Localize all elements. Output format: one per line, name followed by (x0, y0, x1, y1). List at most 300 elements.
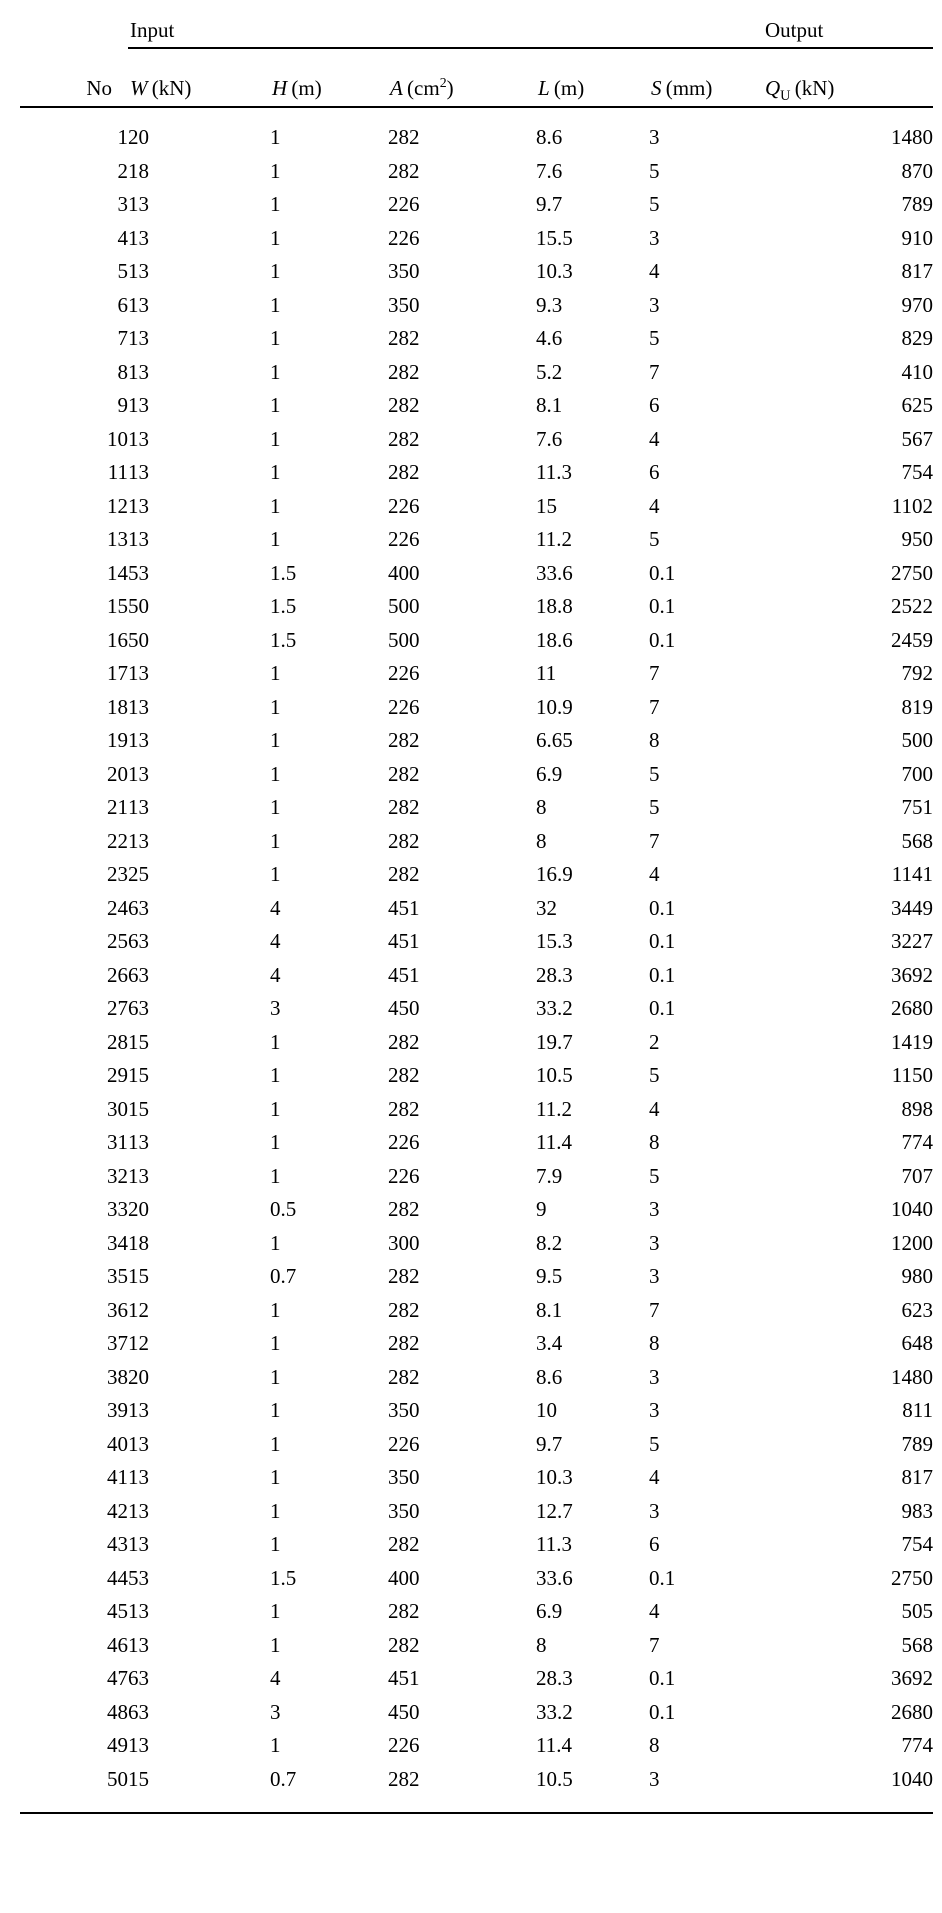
cell-q: 817 (901, 1465, 933, 1490)
column-header-s-unit: (mm) (665, 75, 713, 100)
cell-q: 2750 (891, 1565, 933, 1590)
cell-s: 6 (649, 1532, 660, 1557)
cell-no: 38 (107, 1364, 128, 1389)
cell-s: 8 (649, 1733, 660, 1758)
cell-s: 5 (649, 1163, 660, 1188)
cell-h: 1 (270, 795, 281, 820)
cell-w: 15 (128, 1264, 149, 1289)
cell-h: 1.5 (270, 1565, 297, 1590)
cell-w: 13 (128, 359, 149, 384)
cell-h: 1 (270, 326, 281, 351)
table-row (20, 1059, 933, 1093)
cell-l: 6.9 (536, 761, 563, 786)
table-row (20, 1327, 933, 1361)
table-bottom-rule-line (20, 1813, 933, 1814)
cell-h: 1 (270, 192, 281, 217)
cell-s: 3 (649, 125, 660, 150)
table-row (20, 1260, 933, 1294)
table-row (20, 590, 933, 624)
cell-no: 32 (107, 1163, 128, 1188)
cell-h: 0.5 (270, 1197, 297, 1222)
table-row (20, 423, 933, 457)
cell-q: 1040 (891, 1766, 933, 1791)
cell-w: 63 (128, 1699, 149, 1724)
cell-h: 1 (270, 761, 281, 786)
cell-s: 5 (649, 326, 660, 351)
cell-a: 400 (388, 1565, 420, 1590)
cell-s: 0.1 (649, 895, 676, 920)
cell-l: 15.5 (536, 225, 573, 250)
cell-w: 13 (128, 661, 149, 686)
table-row (20, 624, 933, 658)
cell-a: 282 (388, 326, 420, 351)
cell-w: 20 (128, 1197, 149, 1222)
table-row (20, 1562, 933, 1596)
cell-no: 28 (107, 1029, 128, 1054)
column-header-l-unit: (m) (553, 75, 585, 100)
cell-q: 1150 (891, 1063, 933, 1088)
cell-no: 8 (117, 359, 128, 384)
table-row (20, 1428, 933, 1462)
cell-s: 3 (649, 1498, 660, 1523)
cell-no: 24 (107, 895, 128, 920)
cell-q: 789 (901, 192, 933, 217)
column-header-a-unit-exponent: 2 (439, 74, 447, 90)
cell-q: 789 (901, 1431, 933, 1456)
cell-w: 13 (128, 1498, 149, 1523)
cell-l: 7.6 (536, 426, 563, 451)
cell-s: 4 (649, 1465, 660, 1490)
cell-l: 33.2 (536, 996, 573, 1021)
cell-h: 1 (270, 527, 281, 552)
cell-a: 226 (388, 1733, 420, 1758)
table-row (20, 322, 933, 356)
cell-no: 36 (107, 1297, 128, 1322)
table-row (20, 1026, 933, 1060)
cell-w: 15 (128, 1029, 149, 1054)
cell-a: 282 (388, 393, 420, 418)
cell-w: 63 (128, 996, 149, 1021)
cell-h: 1 (270, 1063, 281, 1088)
cell-w: 13 (128, 728, 149, 753)
column-header-row (20, 48, 933, 106)
cell-a: 282 (388, 728, 420, 753)
cell-q: 3449 (891, 895, 933, 920)
table-row (20, 791, 933, 825)
cell-q: 1102 (891, 493, 933, 518)
cell-h: 1 (270, 1297, 281, 1322)
column-header-a-unit-suffix: ) (446, 75, 454, 100)
cell-h: 1 (270, 426, 281, 451)
cell-h: 4 (270, 895, 281, 920)
column-header-w (128, 48, 270, 106)
cell-a: 282 (388, 1029, 420, 1054)
table-row (20, 1126, 933, 1160)
table-row (20, 925, 933, 959)
cell-h: 1 (270, 1632, 281, 1657)
cell-h: 1 (270, 158, 281, 183)
cell-w: 13 (128, 493, 149, 518)
cell-h: 1 (270, 862, 281, 887)
cell-h: 1 (270, 493, 281, 518)
cell-q: 500 (901, 728, 933, 753)
cell-l: 11.2 (536, 527, 572, 552)
column-header-no-label: No (86, 75, 112, 100)
cell-no: 48 (107, 1699, 128, 1724)
table-row (20, 1629, 933, 1663)
cell-s: 0.1 (649, 929, 676, 954)
cell-w: 63 (128, 895, 149, 920)
cell-h: 1 (270, 694, 281, 719)
cell-w: 50 (128, 594, 149, 619)
cell-l: 11.4 (536, 1130, 572, 1155)
cell-l: 9.7 (536, 1431, 563, 1456)
table-row (20, 1294, 933, 1328)
cell-a: 451 (388, 962, 420, 987)
cell-no: 15 (107, 594, 128, 619)
cell-a: 500 (388, 594, 420, 619)
cell-a: 226 (388, 694, 420, 719)
cell-h: 1 (270, 125, 281, 150)
cell-s: 5 (649, 527, 660, 552)
cell-s: 5 (649, 1063, 660, 1088)
cell-no: 2 (117, 158, 128, 183)
column-header-qu-symbol: Q (765, 75, 781, 100)
cell-h: 1 (270, 728, 281, 753)
cell-q: 2522 (891, 594, 933, 619)
cell-q: 1419 (891, 1029, 933, 1054)
cell-q: 910 (901, 225, 933, 250)
cell-h: 1.5 (270, 560, 297, 585)
cell-w: 13 (128, 259, 149, 284)
table-row (20, 1461, 933, 1495)
cell-a: 282 (388, 795, 420, 820)
column-header-a (388, 48, 536, 106)
table-body (20, 107, 933, 1796)
column-header-l (536, 48, 649, 106)
cell-h: 1 (270, 393, 281, 418)
cell-s: 3 (649, 1197, 660, 1222)
cell-a: 282 (388, 1364, 420, 1389)
cell-s: 3 (649, 1364, 660, 1389)
cell-no: 49 (107, 1733, 128, 1758)
cell-h: 1 (270, 1498, 281, 1523)
table-row (20, 1763, 933, 1797)
cell-q: 983 (901, 1498, 933, 1523)
cell-q: 410 (901, 359, 933, 384)
cell-s: 8 (649, 1331, 660, 1356)
cell-w: 13 (128, 1599, 149, 1624)
cell-h: 3 (270, 996, 281, 1021)
cell-w: 15 (128, 1063, 149, 1088)
cell-s: 4 (649, 1096, 660, 1121)
cell-a: 226 (388, 493, 420, 518)
table-row (20, 523, 933, 557)
cell-s: 5 (649, 795, 660, 820)
cell-a: 350 (388, 292, 420, 317)
cell-no: 20 (107, 761, 128, 786)
cell-a: 282 (388, 125, 420, 150)
cell-s: 0.1 (649, 627, 676, 652)
cell-s: 5 (649, 1431, 660, 1456)
column-header-s (649, 48, 753, 106)
column-header-l-symbol: L (538, 75, 550, 100)
cell-l: 11.3 (536, 460, 572, 485)
cell-h: 1 (270, 359, 281, 384)
cell-no: 23 (107, 862, 128, 887)
cell-w: 53 (128, 560, 149, 585)
cell-no: 41 (107, 1465, 128, 1490)
cell-h: 3 (270, 1699, 281, 1724)
cell-q: 700 (901, 761, 933, 786)
cell-no: 6 (117, 292, 128, 317)
table-row (20, 758, 933, 792)
cell-w: 63 (128, 1666, 149, 1691)
cell-no: 14 (107, 560, 128, 585)
cell-q: 774 (901, 1733, 933, 1758)
cell-h: 1 (270, 1398, 281, 1423)
table-bottom-rule (20, 1813, 933, 1814)
cell-q: 829 (901, 326, 933, 351)
cell-l: 10 (536, 1398, 557, 1423)
cell-a: 282 (388, 1063, 420, 1088)
cell-s: 4 (649, 862, 660, 887)
cell-h: 1 (270, 1465, 281, 1490)
cell-no: 17 (107, 661, 128, 686)
cell-l: 19.7 (536, 1029, 573, 1054)
cell-a: 282 (388, 761, 420, 786)
column-header-qu-unit: (kN) (794, 75, 835, 100)
group-header-input-label: Input (130, 17, 175, 42)
cell-w: 13 (128, 1733, 149, 1758)
table-row (20, 557, 933, 591)
table-row (20, 1093, 933, 1127)
cell-l: 10.5 (536, 1766, 573, 1791)
cell-s: 5 (649, 192, 660, 217)
column-header-w-symbol: W (130, 75, 148, 100)
cell-w: 13 (128, 527, 149, 552)
cell-h: 1 (270, 1599, 281, 1624)
cell-q: 870 (901, 158, 933, 183)
cell-l: 11.4 (536, 1733, 572, 1758)
cell-w: 13 (128, 1163, 149, 1188)
cell-l: 18.6 (536, 627, 573, 652)
cell-w: 13 (128, 828, 149, 853)
cell-a: 226 (388, 225, 420, 250)
cell-q: 625 (901, 393, 933, 418)
cell-q: 623 (901, 1297, 933, 1322)
table-row (20, 1361, 933, 1395)
column-header-h-unit: (m) (291, 75, 322, 100)
cell-l: 10.9 (536, 694, 573, 719)
cell-s: 7 (649, 661, 660, 686)
cell-h: 1 (270, 460, 281, 485)
cell-q: 648 (901, 1331, 933, 1356)
cell-s: 3 (649, 1766, 660, 1791)
cell-l: 18.8 (536, 594, 573, 619)
cell-w: 20 (128, 125, 149, 150)
column-header-qu (753, 48, 933, 106)
column-header-no (20, 48, 128, 106)
cell-no: 25 (107, 929, 128, 954)
cell-h: 1 (270, 1163, 281, 1188)
table-row (20, 389, 933, 423)
cell-q: 898 (901, 1096, 933, 1121)
cell-a: 350 (388, 1498, 420, 1523)
column-header-qu-subscript: U (780, 88, 791, 105)
cell-q: 3227 (891, 929, 933, 954)
cell-w: 63 (128, 962, 149, 987)
group-header-spacer (20, 0, 128, 48)
cell-no: 27 (107, 996, 128, 1021)
cell-h: 1.5 (270, 594, 297, 619)
cell-h: 1 (270, 1331, 281, 1356)
cell-no: 19 (107, 728, 128, 753)
cell-no: 7 (117, 326, 128, 351)
cell-no: 4 (117, 225, 128, 250)
cell-s: 0.1 (649, 1666, 676, 1691)
column-header-h (270, 48, 388, 106)
cell-l: 8.1 (536, 1297, 563, 1322)
cell-l: 9.7 (536, 192, 563, 217)
cell-h: 1 (270, 1532, 281, 1557)
cell-a: 282 (388, 1197, 420, 1222)
cell-q: 2680 (891, 996, 933, 1021)
cell-a: 282 (388, 460, 420, 485)
table-row (20, 155, 933, 189)
cell-q: 3692 (891, 1666, 933, 1691)
cell-h: 1 (270, 1733, 281, 1758)
cell-w: 13 (128, 292, 149, 317)
cell-w: 13 (128, 694, 149, 719)
table-row (20, 1227, 933, 1261)
cell-a: 226 (388, 1130, 420, 1155)
cell-no: 35 (107, 1264, 128, 1289)
cell-w: 53 (128, 1565, 149, 1590)
cell-l: 10.3 (536, 259, 573, 284)
cell-s: 7 (649, 1297, 660, 1322)
cell-h: 1 (270, 661, 281, 686)
table-row (20, 255, 933, 289)
table-row (20, 1193, 933, 1227)
cell-no: 29 (107, 1063, 128, 1088)
cell-no: 39 (107, 1398, 128, 1423)
group-header-row (20, 0, 933, 48)
cell-l: 33.6 (536, 560, 573, 585)
cell-l: 9 (536, 1197, 547, 1222)
cell-h: 1 (270, 1230, 281, 1255)
table-row (20, 1394, 933, 1428)
cell-a: 282 (388, 1532, 420, 1557)
cell-no: 9 (117, 393, 128, 418)
cell-a: 451 (388, 895, 420, 920)
cell-no: 42 (107, 1498, 128, 1523)
cell-w: 13 (128, 1532, 149, 1557)
cell-h: 1.5 (270, 627, 297, 652)
cell-l: 8 (536, 828, 547, 853)
cell-l: 12.7 (536, 1498, 573, 1523)
cell-s: 8 (649, 728, 660, 753)
cell-a: 282 (388, 158, 420, 183)
bottom-spacer-row (20, 1796, 933, 1813)
group-header-input (128, 0, 753, 48)
cell-a: 500 (388, 627, 420, 652)
cell-w: 25 (128, 862, 149, 887)
cell-no: 44 (107, 1565, 128, 1590)
cell-l: 15.3 (536, 929, 573, 954)
cell-s: 0.1 (649, 560, 676, 585)
cell-h: 0.7 (270, 1766, 297, 1791)
cell-no: 47 (107, 1666, 128, 1691)
cell-s: 7 (649, 828, 660, 853)
table-row (20, 289, 933, 323)
cell-no: 3 (117, 192, 128, 217)
table-row (20, 1696, 933, 1730)
cell-w: 13 (128, 1465, 149, 1490)
cell-l: 10.3 (536, 1465, 573, 1490)
cell-no: 21 (107, 795, 128, 820)
table-row (20, 892, 933, 926)
cell-w: 12 (128, 1297, 149, 1322)
cell-a: 350 (388, 1465, 420, 1490)
cell-w: 13 (128, 1398, 149, 1423)
cell-a: 282 (388, 1297, 420, 1322)
cell-l: 10.5 (536, 1063, 573, 1088)
cell-l: 5.2 (536, 359, 563, 384)
cell-a: 226 (388, 1431, 420, 1456)
cell-s: 3 (649, 225, 660, 250)
cell-s: 5 (649, 158, 660, 183)
cell-w: 13 (128, 761, 149, 786)
cell-h: 1 (270, 828, 281, 853)
cell-h: 1 (270, 1364, 281, 1389)
cell-q: 2459 (891, 627, 933, 652)
cell-no: 13 (107, 527, 128, 552)
cell-w: 13 (128, 426, 149, 451)
cell-no: 18 (107, 694, 128, 719)
cell-q: 819 (901, 694, 933, 719)
table-row (20, 1662, 933, 1696)
cell-h: 1 (270, 1431, 281, 1456)
cell-s: 0.1 (649, 996, 676, 1021)
cell-w: 13 (128, 460, 149, 485)
cell-a: 450 (388, 996, 420, 1021)
cell-l: 15 (536, 493, 557, 518)
cell-w: 18 (128, 158, 149, 183)
table-row (20, 490, 933, 524)
cell-l: 11.3 (536, 1532, 572, 1557)
cell-w: 15 (128, 1766, 149, 1791)
cell-l: 33.2 (536, 1699, 573, 1724)
cell-q: 1040 (891, 1197, 933, 1222)
table-row (20, 691, 933, 725)
cell-h: 1 (270, 225, 281, 250)
cell-s: 0.1 (649, 1699, 676, 1724)
column-header-a-unit-prefix: (cm (407, 75, 440, 100)
table-row (20, 456, 933, 490)
cell-no: 26 (107, 962, 128, 987)
cell-h: 1 (270, 292, 281, 317)
column-header-s-symbol: S (651, 75, 662, 100)
cell-q: 754 (901, 1532, 933, 1557)
table-row (20, 1595, 933, 1629)
cell-w: 13 (128, 1130, 149, 1155)
cell-no: 10 (107, 426, 128, 451)
cell-a: 350 (388, 1398, 420, 1423)
cell-a: 451 (388, 929, 420, 954)
cell-s: 0.1 (649, 1565, 676, 1590)
cell-q: 505 (901, 1599, 933, 1624)
